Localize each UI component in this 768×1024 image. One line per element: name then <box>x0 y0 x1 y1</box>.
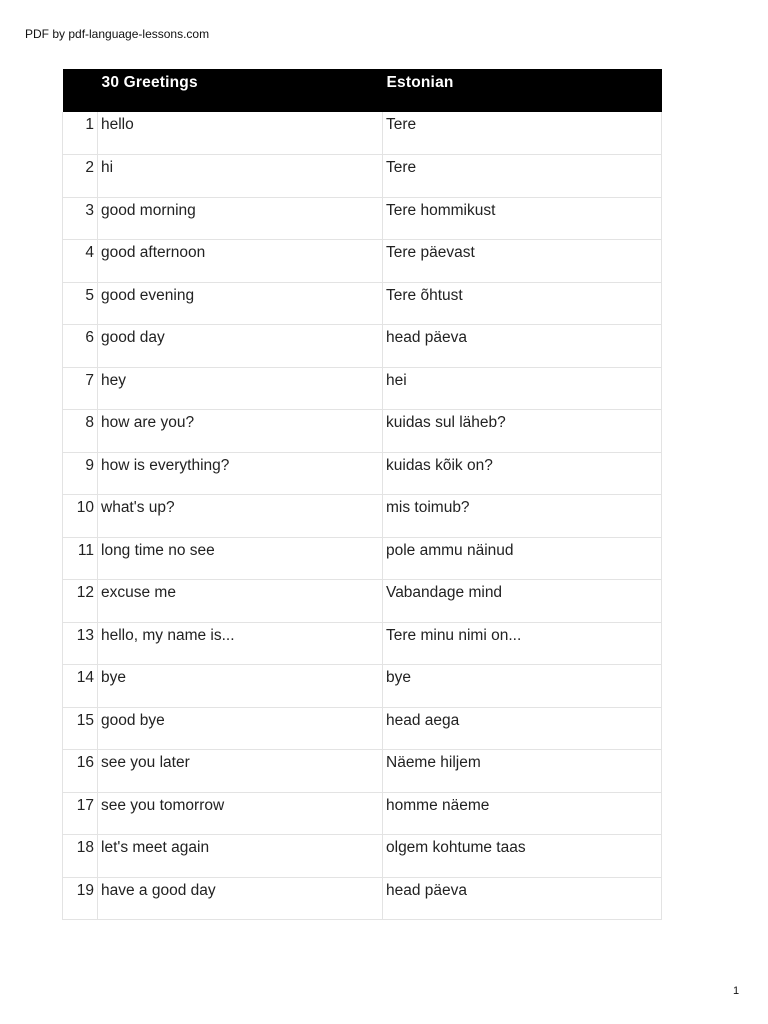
row-number: 3 <box>63 197 98 240</box>
english-phrase: see you later <box>98 750 383 793</box>
estonian-phrase: homme näeme <box>383 792 662 835</box>
row-number: 13 <box>63 622 98 665</box>
table-row <box>63 537 662 580</box>
table-row <box>63 792 662 835</box>
row-number: 16 <box>63 750 98 793</box>
row-number: 9 <box>63 452 98 495</box>
english-phrase: hello <box>98 112 383 155</box>
source-header: PDF by pdf-language-lessons.com <box>25 27 210 41</box>
table-row <box>63 112 662 155</box>
table-row <box>63 835 662 878</box>
table-row <box>63 495 662 538</box>
estonian-phrase: Tere hommikust <box>383 197 662 240</box>
english-phrase: good evening <box>98 282 383 325</box>
estonian-phrase: mis toimub? <box>383 495 662 538</box>
english-phrase: hey <box>98 367 383 410</box>
estonian-phrase: Tere päevast <box>383 240 662 283</box>
row-number: 2 <box>63 155 98 198</box>
table-row <box>63 240 662 283</box>
table-row <box>63 282 662 325</box>
table-body <box>63 112 662 920</box>
english-phrase: hello, my name is... <box>98 622 383 665</box>
header-number-cell <box>63 69 98 112</box>
table-row <box>63 410 662 453</box>
english-phrase: bye <box>98 665 383 708</box>
table-row <box>63 325 662 368</box>
english-phrase: good day <box>98 325 383 368</box>
table-row <box>63 452 662 495</box>
estonian-phrase: pole ammu näinud <box>383 537 662 580</box>
estonian-phrase: hei <box>383 367 662 410</box>
estonian-phrase: head päeva <box>383 325 662 368</box>
row-number: 6 <box>63 325 98 368</box>
estonian-phrase: Tere õhtust <box>383 282 662 325</box>
table-header-row <box>63 69 662 112</box>
header-english: 30 Greetings <box>101 74 198 91</box>
greetings-table <box>62 69 662 920</box>
english-phrase: how is everything? <box>98 452 383 495</box>
estonian-phrase: bye <box>383 665 662 708</box>
row-number: 4 <box>63 240 98 283</box>
row-number: 10 <box>63 495 98 538</box>
row-number: 1 <box>63 112 98 155</box>
estonian-phrase: Vabandage mind <box>383 580 662 623</box>
english-phrase: good bye <box>98 707 383 750</box>
english-phrase: long time no see <box>98 537 383 580</box>
english-phrase: how are you? <box>98 410 383 453</box>
table-row <box>63 580 662 623</box>
row-number: 14 <box>63 665 98 708</box>
table-row <box>63 197 662 240</box>
estonian-phrase: head päeva <box>383 877 662 920</box>
row-number: 7 <box>63 367 98 410</box>
english-phrase: have a good day <box>98 877 383 920</box>
table-row <box>63 622 662 665</box>
english-phrase: what's up? <box>98 495 383 538</box>
row-number: 12 <box>63 580 98 623</box>
row-number: 11 <box>63 537 98 580</box>
estonian-phrase: Näeme hiljem <box>383 750 662 793</box>
english-phrase: good morning <box>98 197 383 240</box>
table-row <box>63 155 662 198</box>
table-row <box>63 367 662 410</box>
english-phrase: hi <box>98 155 383 198</box>
english-phrase: see you tomorrow <box>98 792 383 835</box>
header-estonian: Estonian <box>386 74 454 91</box>
estonian-phrase: olgem kohtume taas <box>383 835 662 878</box>
row-number: 15 <box>63 707 98 750</box>
estonian-phrase: kuidas sul läheb? <box>383 410 662 453</box>
table-row <box>63 750 662 793</box>
table-row <box>63 707 662 750</box>
table-row <box>63 877 662 920</box>
english-phrase: good afternoon <box>98 240 383 283</box>
row-number: 18 <box>63 835 98 878</box>
row-number: 5 <box>63 282 98 325</box>
estonian-phrase: Tere <box>383 155 662 198</box>
estonian-phrase: head aega <box>383 707 662 750</box>
row-number: 19 <box>63 877 98 920</box>
row-number: 8 <box>63 410 98 453</box>
estonian-phrase: Tere <box>383 112 662 155</box>
english-phrase: let's meet again <box>98 835 383 878</box>
page-number: 1 <box>733 985 740 997</box>
estonian-phrase: kuidas kõik on? <box>383 452 662 495</box>
row-number: 17 <box>63 792 98 835</box>
table-row <box>63 665 662 708</box>
english-phrase: excuse me <box>98 580 383 623</box>
estonian-phrase: Tere minu nimi on... <box>383 622 662 665</box>
